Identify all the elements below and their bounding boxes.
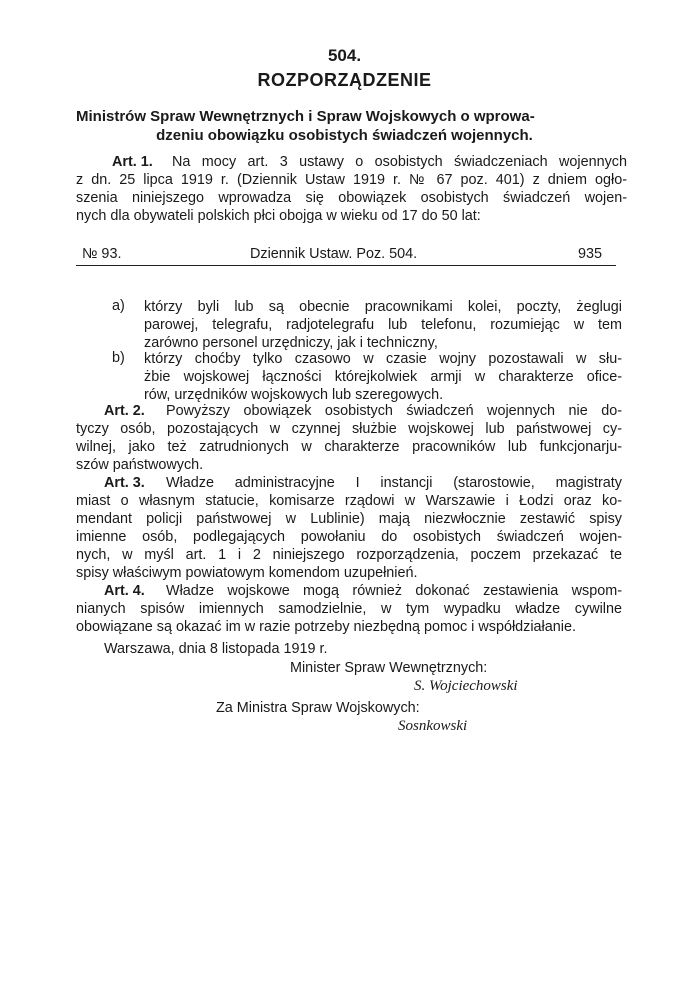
regulation-title: ROZPORZĄDZENIE [257,70,432,90]
journal-title: Dziennik Ustaw. Poz. 504. [250,246,418,262]
list-item-b-label: b) [112,350,125,366]
list-item-a-line-2: parowej, telegrafu, radjotelegrafu lub telefonu, rozumiejąc w tem [144,317,622,333]
list-item-b-line-1: którzy choćby tylko czasowo w czasie wojny pozostawali w słu- [144,351,622,367]
minister1-title: Minister Spraw Wewnętrznych: [290,660,488,676]
header-rule [76,265,616,266]
art1-label: Art. 1. [112,154,153,170]
art2-line-4: szów państwowych. [76,457,204,473]
art3-label: Art. 3. [104,475,145,491]
issue-number: № 93. [82,246,122,262]
page-number: 935 [578,246,603,262]
minister2-title: Za Ministra Spraw Wojskowych: [216,700,420,716]
art1-line-4: nych dla obywateli polskich płci obojga w wieku od 17 do 50 lat: [76,208,481,224]
art2-line-1: Powyższy obowiązek osobistych świadczeń wojennych nie do- [166,403,622,419]
art2-line-3: wilnej, jako też zatrudnionych w charakterze pracowników lub funkcjonarju- [76,439,622,455]
art4-line-2: nianych spisów imiennych samodzielnie, w tym wypadku władze cywilne [76,601,622,617]
art1-line-3: szenia niniejszego wprowadza się obowiązek osobistych świadczeń wojen- [76,190,627,206]
minister1-signature: S. Wojciechowski [414,678,518,694]
art2-label: Art. 2. [104,403,145,419]
list-item-a-line-3: zarówno personel urzędniczy, jak i techniczny, [144,335,438,351]
art4-label: Art. 4. [104,583,145,599]
list-item-a-line-1: którzy byli lub są obecnie pracownikami kolei, poczty, żeglugi [144,299,622,315]
list-item-b-line-2: żbie wojskowej łączności którejkolwiek armji w charakterze ofice- [144,369,622,385]
minister2-signature: Sosnkowski [398,718,468,734]
subtitle-line-1: Ministrów Spraw Wewnętrznych i Spraw Wojskowych o wprowa- [76,108,535,125]
art3-line-4: imienne osób, podlegających powołaniu do osobistych świadczeń wojen- [76,529,622,545]
art4-line-3: obowiązane są okazać im w razie potrzeby niezbędną pomoc i współdziałanie. [76,619,576,635]
art2-line-2: tyczy osób, pozostających w czynnej służbie wojskowej lub państwowej cy- [76,421,622,437]
regulation-number: 504. [327,46,362,65]
art3-line-6: spisy właściwym powiatowym komendom uzupełnień. [76,565,418,581]
art3-line-3: mendant policji państwowej w Lublinie) mają niezwłocznie zestawić spisy [76,511,622,527]
art3-line-5: nych, w myśl art. 1 i 2 niniejszego rozporządzenia, poczem przekazać te [76,547,622,563]
art4-line-1: Władze wojskowe mogą również dokonać zestawienia wspom- [166,583,622,599]
art1-line-1: Na mocy art. 3 ustawy o osobistych świadczeniach wojennych [172,154,627,170]
place-date: Warszawa, dnia 8 listopada 1919 r. [104,641,328,657]
art1-line-2: z dn. 25 lipca 1919 r. (Dziennik Ustaw 1919 r. № 67 poz. 401) z dniem ogło- [76,172,627,188]
list-item-b-line-3: rów, urzędników wojskowych lub szeregowych. [144,387,444,403]
subtitle-line-2: dzeniu obowiązku osobistych świadczeń wojennych. [156,127,533,144]
art3-line-1: Władze administracyjne I instancji (starostowie, magistraty [166,475,622,491]
list-item-a-label: a) [112,298,125,314]
art3-line-2: miast o własnym statucie, komisarze rządowi w Warszawie i Łodzi oraz ko- [76,493,622,509]
